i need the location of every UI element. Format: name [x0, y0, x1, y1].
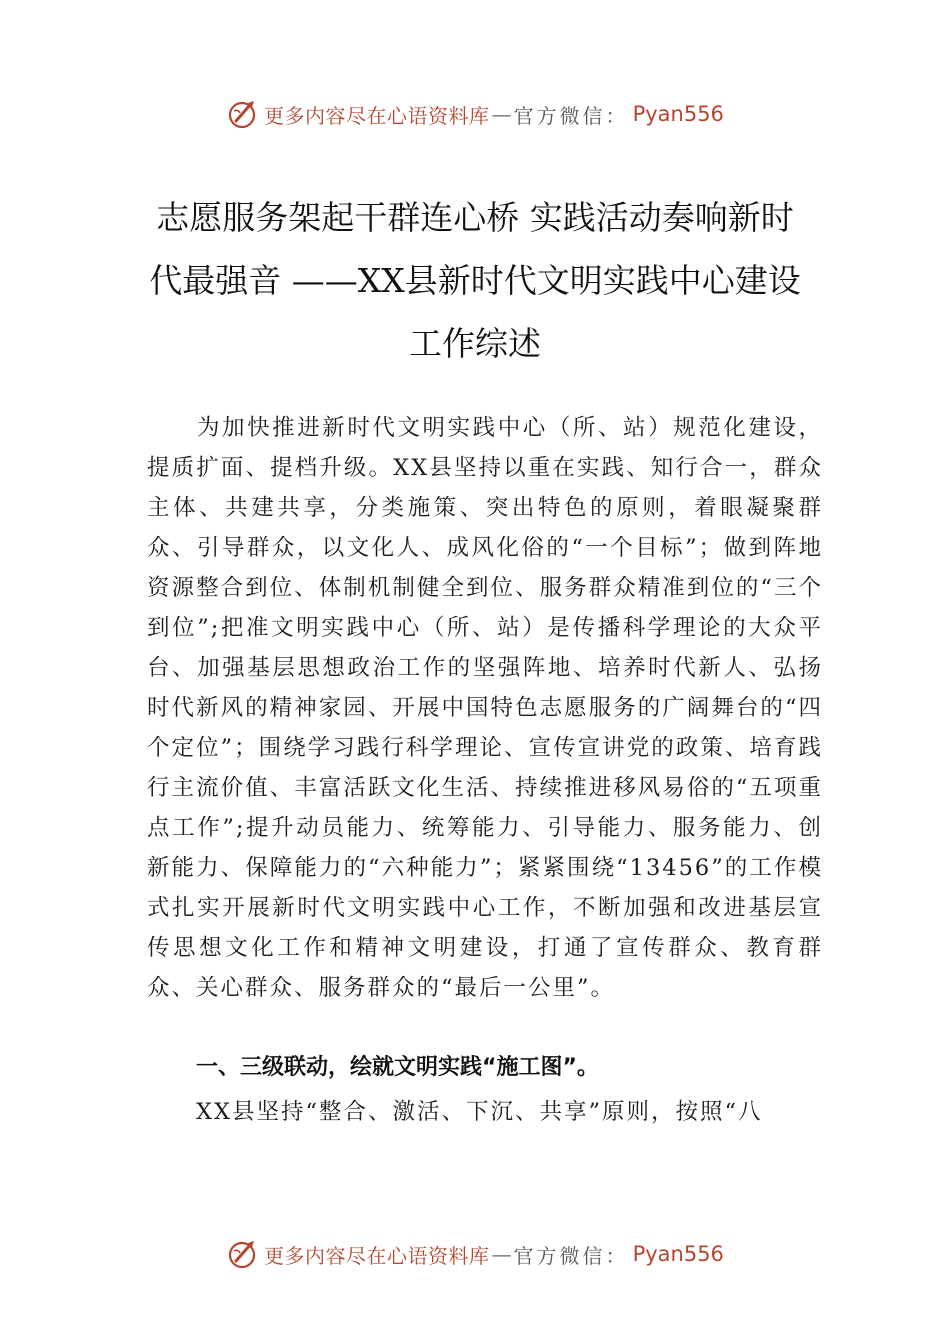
brush-logo-icon [226, 1237, 260, 1271]
watermark-banner-top [0, 94, 950, 134]
body-paragraph-2: XX县坚持“整合、激活、下沉、共享”原则，按照“八 [196, 1099, 763, 1125]
body-paragraph-1: 为加快推进新时代文明实践中心（所、站）规范化建设，提质扩面、提档升级。XX县坚持以重在实践、知行合一，群众主体、共建共享，分类施策、突出特色的原则，着眼凝聚群众、引导群众，以文化人、成风化俗的“一个目标”；做到阵地资源整合到位、体制机制健全到位、服务群众精准到位的“三个到位”;把准文明实践中心（所、站）是传播科学理论的大众平台、加强基层思想政治工作的坚强阵地、培养时代新人、弘扬时代新风的精神家园、开展中国特色志愿服务的广阔舞台的“四个定位”；围绕学习践行科学理论、宣传宣讲党的政策、培育践行主流价值、丰富活跃文化生活、持续推进移风易俗的“五项重点工作”;提升动员能力、统筹能力、引导能力、服务能力、创新能力、保障能力的“六种能力”；紧紧围绕“13456”的工作模式扎实开展新时代文明实践中心工作，不断加强和改进基层宣传思想文化工作和精神文明建设，打通了宣传群众、教育群众、关心群众、服务群众的“最后一公里”。 [147, 415, 823, 1001]
document-title: 志愿服务架起干群连心桥 实践活动奏响新时代最强音 ——XX县新时代文明实践中心建设工作综述 [149, 198, 801, 363]
watermark-wechat-id: Pyan556 [632, 1242, 724, 1266]
watermark-site-text: 更多内容尽在心语资料库 [264, 103, 490, 128]
watermark-wechat-label: 官方微信： [513, 1243, 629, 1268]
watermark-separator: — [491, 1242, 512, 1266]
watermark-site-text: 更多内容尽在心语资料库 [264, 1243, 490, 1268]
watermark-wechat-label: 官方微信： [513, 103, 629, 128]
watermark-banner-bottom [0, 1234, 950, 1274]
watermark-wechat-id: Pyan556 [632, 102, 724, 126]
brush-logo-icon [226, 97, 260, 131]
watermark-separator: — [491, 102, 512, 126]
section-heading-1: 一、三级联动，绘就文明实践“施工图”。 [196, 1055, 599, 1080]
